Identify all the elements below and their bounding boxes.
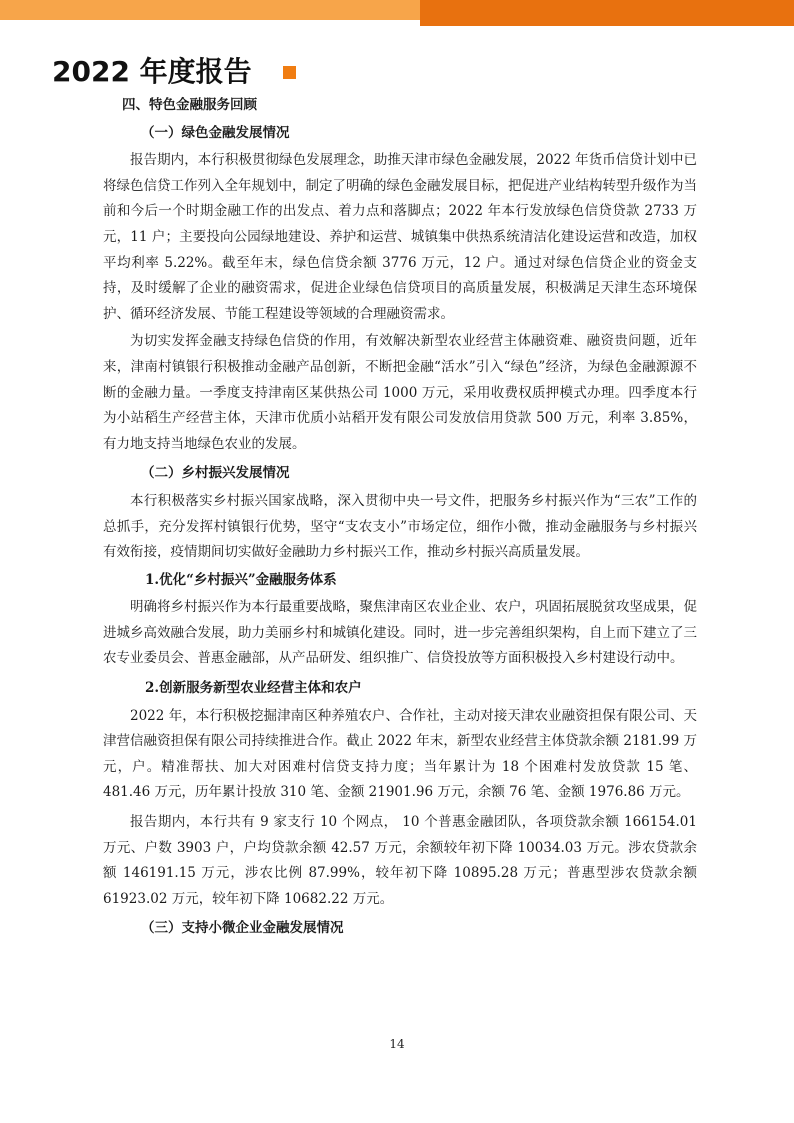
header-accent-bar-dark [420, 0, 794, 26]
sme-finance-heading: （三）支持小微企业金融发展情况 [141, 920, 344, 937]
rural-revitalization-heading: （二）乡村振兴发展情况 [141, 465, 290, 482]
section-heading: 四、特色金融服务回顾 [122, 97, 257, 113]
rural-subheading-2: 2.创新服务新型农业经营主体和农户 [145, 680, 362, 697]
rural-subsection-2-paragraph-1: 2022 年，本行积极挖掘津南区种养殖农户、合作社，主动对接天津农业融资担保有限公司、天津营信融资担保有限公司持续推进合作。截止 2022 年末，新型农业经营主体贷款余额 2181.99 万元，户。精准帮扶、加大对困难村信贷支持力度；当年累计为 18 个困难村发放贷款 15 笔、481.46 万元，历年累计投放 310 笔、金额 21901.96 万元，余额 76 笔、金额 1976.86 万元。 [103, 707, 697, 801]
green-finance-paragraph-1: 报告期内，本行积极贯彻绿色发展理念，助推天津市绿色金融发展，2022 年货币信贷计划中已将绿色信贷工作列入全年规划中，制定了明确的绿色金融发展目标，把促进产业结构转型升级作为当前和今后一个时期金融工作的出发点、着力点和落脚点；2022 年本行发放绿色信贷贷款 2733 万元，11 户；主要投向公园绿地建设、养护和运营、城镇集中供热系统清洁化建设运营和改造，加权平均利率 5.22%。截至年末，绿色信贷余额 3776 万元，12 户。通过对绿色信贷企业的资金支持，及时缓解了企业的融资需求，促进企业绿色信贷项目的高质量发展，积极满足天津生态环境保护、循环经济发展、节能工程建设等领域的合理融资需求。 [103, 152, 697, 322]
green-finance-heading: （一）绿色金融发展情况 [141, 124, 290, 141]
header-accent-bar-light [0, 0, 420, 20]
page-number: 14 [389, 1037, 405, 1051]
rural-subheading-1: 1.优化“乡村振兴”金融服务体系 [145, 571, 337, 588]
page-content [103, 93, 697, 942]
rural-subsection-2-paragraph-2: 报告期内，本行共有 9 家支行 10 个网点， 10 个普惠金融团队，各项贷款余额 166154.01 万元、户数 3903 户，户均贷款余额 42.57 万元，余额较年初下降 10034.03 万元。涉农贷款余额 146191.15 万元，涉农比例 87.99%，较年初下降 10895.28 万元；普惠型涉农贷款余额 61923.02 万元，较年初下降 10682.22 万元。 [103, 814, 697, 907]
rural-subsection-1-paragraph: 明确将乡村振兴作为本行最重要战略，聚焦津南区农业企业、农户，巩固拓展脱贫攻坚成果，促进城乡高效融合发展，助力美丽乡村和城镇化建设。同时，进一步完善组织架构，自上而下建立了三农专业委员会、普惠金融部，从产品研发、组织推广、信贷投放等方面积极投入乡村建设行动中。 [103, 599, 697, 667]
report-title: 2022 年度报告 [52, 55, 252, 88]
green-finance-paragraph-2: 为切实发挥金融支持绿色信贷的作用，有效解决新型农业经营主体融资难、融资贵问题，近年来，津南村镇银行积极推动金融产品创新，不断把金融“活水”引入“绿色”经济，为绿色金融源源不断的金融力量。一季度支持津南区某供热公司 1000 万元，采用收费权质押模式办理。四季度本行为小站稻生产经营主体，天津市优质小站稻开发有限公司发放信用贷款 500 万元，利率 3.85%，有力地支持当地绿色农业的发展。 [103, 333, 697, 452]
rural-revitalization-paragraph: 本行积极落实乡村振兴国家战略，深入贯彻中央一号文件，把服务乡村振兴作为“三农”工作的总抓手，充分发挥村镇银行优势，坚守“支农支小”市场定位，细作小微，推动金融服务与乡村振兴有效衔接，疫情期间切实做好金融助力乡村振兴工作，推动乡村振兴高质量发展。 [103, 492, 697, 561]
title-square-marker [283, 66, 296, 79]
